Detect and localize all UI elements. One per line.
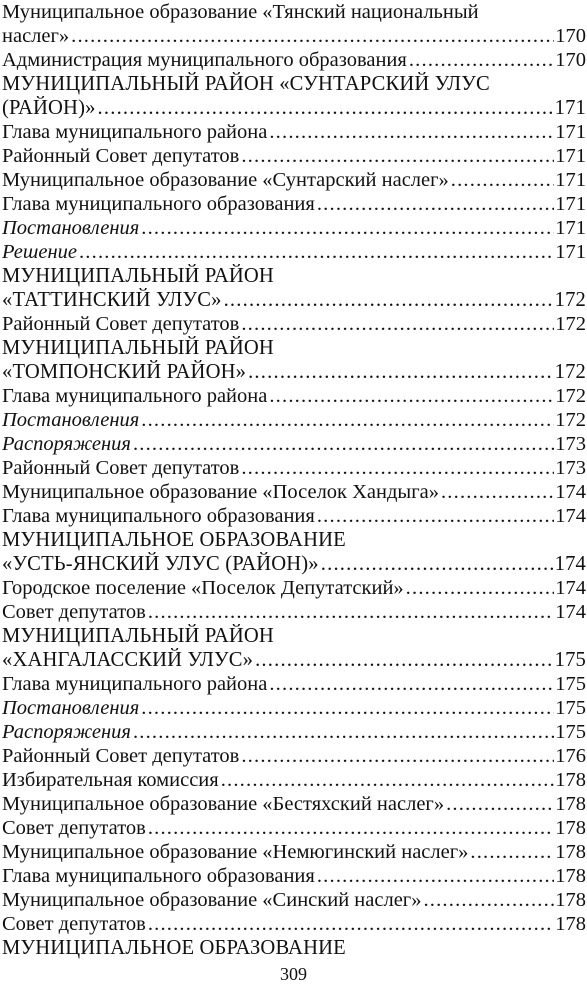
toc-entry-page: 178 bbox=[555, 889, 586, 911]
toc-entry-page: 178 bbox=[555, 769, 586, 791]
dot-leader bbox=[255, 648, 554, 672]
dot-leader bbox=[79, 240, 554, 264]
toc-entry-page: 171 bbox=[555, 145, 586, 167]
toc-entry-page: 178 bbox=[555, 817, 586, 839]
toc-entry bbox=[2, 744, 586, 768]
toc-entry-label: (РАЙОН)» bbox=[2, 97, 96, 119]
dot-leader bbox=[241, 456, 554, 480]
toc-entry bbox=[2, 408, 586, 432]
toc-entry-label: Администрация муниципального образования bbox=[2, 49, 407, 71]
toc-entry-label: «ХАНГАЛАССКИЙ УЛУС» bbox=[2, 649, 254, 671]
toc-entry bbox=[2, 168, 586, 192]
toc-entry-label: Муниципальное образование «Сунтарский наслег» bbox=[2, 169, 449, 191]
toc-entry bbox=[2, 504, 586, 528]
toc-section-entry bbox=[2, 552, 586, 576]
toc-entry-page: 172 bbox=[554, 289, 586, 311]
toc-entry-label: «УСТЬ-ЯНСКИЙ УЛУС (РАЙОН)» bbox=[2, 553, 319, 575]
toc-entry-page: 175 bbox=[555, 697, 586, 719]
toc-entry-page: 172 bbox=[555, 313, 586, 335]
table-of-contents bbox=[2, 0, 586, 960]
dot-leader bbox=[470, 840, 554, 864]
dot-leader bbox=[141, 216, 554, 240]
dot-leader bbox=[221, 768, 555, 792]
toc-entry bbox=[2, 144, 586, 168]
dot-leader bbox=[451, 168, 554, 192]
toc-entry-label: Решение bbox=[2, 241, 77, 263]
dot-leader bbox=[241, 312, 554, 336]
toc-entry bbox=[2, 696, 586, 720]
dot-leader bbox=[269, 384, 554, 408]
dot-leader bbox=[133, 720, 554, 744]
dot-leader bbox=[98, 96, 554, 120]
toc-entry-page: 174 bbox=[555, 505, 586, 527]
toc-entry-page: 175 bbox=[555, 673, 586, 695]
dot-leader bbox=[148, 912, 554, 936]
toc-entry bbox=[2, 24, 586, 48]
dot-leader bbox=[148, 816, 554, 840]
toc-entry-page: 174 bbox=[554, 553, 586, 575]
toc-entry-page: 176 bbox=[555, 745, 586, 767]
toc-entry-label: Районный Совет депутатов bbox=[2, 313, 240, 335]
toc-section-heading: МУНИЦИПАЛЬНОЕ ОБРАЗОВАНИЕ bbox=[2, 529, 346, 551]
toc-entry-label: Постановления bbox=[2, 409, 140, 431]
toc-entry-label: наслег» bbox=[2, 25, 70, 47]
toc-entry-label: Муниципальное образование «Бестяхский наслег» bbox=[2, 793, 445, 815]
toc-entry-label: Постановления bbox=[2, 217, 140, 239]
toc-section-entry bbox=[2, 648, 586, 672]
page-number: 309 bbox=[280, 964, 307, 984]
toc-entry-label: Совет депутатов bbox=[2, 817, 146, 839]
toc-entry-label: Совет депутатов bbox=[2, 601, 146, 623]
toc-section-entry bbox=[2, 360, 586, 384]
toc-section-entry bbox=[2, 96, 586, 120]
toc-entry-label: «ТОМПОНСКИЙ РАЙОН» bbox=[2, 361, 247, 383]
toc-entry-label: Районный Совет депутатов bbox=[2, 745, 240, 767]
dot-leader bbox=[321, 552, 554, 576]
toc-entry bbox=[2, 216, 586, 240]
toc-entry-page: 171 bbox=[555, 169, 586, 191]
dot-leader bbox=[441, 480, 554, 504]
toc-entry-label: Районный Совет депутатов bbox=[2, 457, 240, 479]
dot-leader bbox=[446, 792, 554, 816]
toc-entry bbox=[2, 432, 586, 456]
toc-entry-label: Глава муниципального района bbox=[2, 121, 268, 143]
toc-entry-page: 175 bbox=[554, 649, 586, 671]
toc-entry-label: Глава муниципального образования bbox=[2, 193, 315, 215]
toc-entry bbox=[2, 576, 586, 600]
dot-leader bbox=[71, 24, 554, 48]
dot-leader bbox=[269, 672, 554, 696]
toc-entry bbox=[2, 600, 586, 624]
toc-section-heading: МУНИЦИПАЛЬНЫЙ РАЙОН «СУНТАРСКИЙ УЛУС bbox=[2, 73, 490, 95]
dot-leader bbox=[317, 192, 554, 216]
dot-leader bbox=[317, 864, 554, 888]
dot-leader bbox=[317, 504, 554, 528]
toc-entry bbox=[2, 816, 586, 840]
toc-entry-page: 172 bbox=[555, 385, 586, 407]
toc-entry-page: 171 bbox=[555, 241, 586, 263]
toc-entry-label: Муниципальное образование «Синский наслег» bbox=[2, 889, 422, 911]
toc-entry-label: Избирательная комиссия bbox=[2, 769, 219, 791]
toc-entry-page: 173 bbox=[555, 433, 586, 455]
toc-entry-page: 174 bbox=[555, 481, 586, 503]
toc-entry-label: Глава муниципального образования bbox=[2, 505, 315, 527]
toc-entry bbox=[2, 240, 586, 264]
toc-entry-label: Городское поселение «Поселок Депутатский» bbox=[2, 577, 404, 599]
toc-entry bbox=[2, 720, 586, 744]
toc-entry bbox=[2, 672, 586, 696]
toc-entry-page: 178 bbox=[555, 913, 586, 935]
toc-entry-label: Муниципальное образование «Поселок Хандыга» bbox=[2, 481, 439, 503]
dot-leader bbox=[423, 888, 554, 912]
toc-entry bbox=[2, 768, 586, 792]
dot-leader bbox=[269, 120, 554, 144]
toc-section-entry bbox=[2, 288, 586, 312]
toc-entry-page: 174 bbox=[555, 577, 586, 599]
dot-leader bbox=[133, 432, 554, 456]
toc-text-line: Муниципальное образование «Тянский национальный bbox=[2, 1, 479, 23]
toc-entry-label: Районный Совет депутатов bbox=[2, 145, 240, 167]
toc-entry bbox=[2, 912, 586, 936]
toc-entry-label: «ТАТТИНСКИЙ УЛУС» bbox=[2, 289, 222, 311]
dot-leader bbox=[141, 408, 554, 432]
toc-entry-page: 171 bbox=[555, 193, 586, 215]
toc-entry bbox=[2, 456, 586, 480]
dot-leader bbox=[248, 360, 554, 384]
toc-section-heading: МУНИЦИПАЛЬНЫЙ РАЙОН bbox=[2, 265, 274, 287]
toc-entry-label: Постановления bbox=[2, 697, 140, 719]
toc-entry-page: 173 bbox=[555, 457, 586, 479]
toc-entry-label: Совет депутатов bbox=[2, 913, 146, 935]
toc-entry-page: 175 bbox=[555, 721, 586, 743]
toc-entry bbox=[2, 840, 586, 864]
toc-entry-page: 170 bbox=[555, 49, 586, 71]
toc-entry-label: Глава муниципального района bbox=[2, 673, 268, 695]
toc-entry-label: Распоряжения bbox=[2, 433, 131, 455]
toc-entry-page: 172 bbox=[554, 361, 586, 383]
dot-leader bbox=[148, 600, 554, 624]
toc-entry bbox=[2, 792, 586, 816]
toc-entry bbox=[2, 480, 586, 504]
toc-entry bbox=[2, 864, 586, 888]
toc-entry-page: 171 bbox=[555, 121, 586, 143]
dot-leader bbox=[241, 144, 554, 168]
toc-entry-page: 178 bbox=[555, 793, 586, 815]
toc-entry bbox=[2, 888, 586, 912]
toc-section-heading: МУНИЦИПАЛЬНОЕ ОБРАЗОВАНИЕ bbox=[2, 937, 346, 959]
toc-entry bbox=[2, 120, 586, 144]
toc-entry-label: Глава муниципального образования bbox=[2, 865, 315, 887]
toc-entry-page: 170 bbox=[555, 25, 586, 47]
toc-entry-label: Муниципальное образование «Немюгинский наслег» bbox=[2, 841, 469, 863]
dot-leader bbox=[224, 288, 554, 312]
toc-entry-page: 174 bbox=[555, 601, 586, 623]
toc-entry bbox=[2, 48, 586, 72]
dot-leader bbox=[409, 48, 554, 72]
toc-entry-page: 171 bbox=[554, 97, 586, 119]
toc-section-heading: МУНИЦИПАЛЬНЫЙ РАЙОН bbox=[2, 337, 274, 359]
toc-entry bbox=[2, 384, 586, 408]
dot-leader bbox=[406, 576, 555, 600]
toc-entry bbox=[2, 192, 586, 216]
toc-entry bbox=[2, 312, 586, 336]
toc-entry-page: 171 bbox=[555, 217, 586, 239]
toc-entry-label: Глава муниципального района bbox=[2, 385, 268, 407]
dot-leader bbox=[141, 696, 554, 720]
dot-leader bbox=[241, 744, 554, 768]
toc-entry-page: 178 bbox=[555, 865, 586, 887]
toc-entry-page: 172 bbox=[555, 409, 586, 431]
toc-section-heading: МУНИЦИПАЛЬНЫЙ РАЙОН bbox=[2, 625, 274, 647]
toc-entry-page: 178 bbox=[555, 841, 586, 863]
toc-entry-label: Распоряжения bbox=[2, 721, 131, 743]
